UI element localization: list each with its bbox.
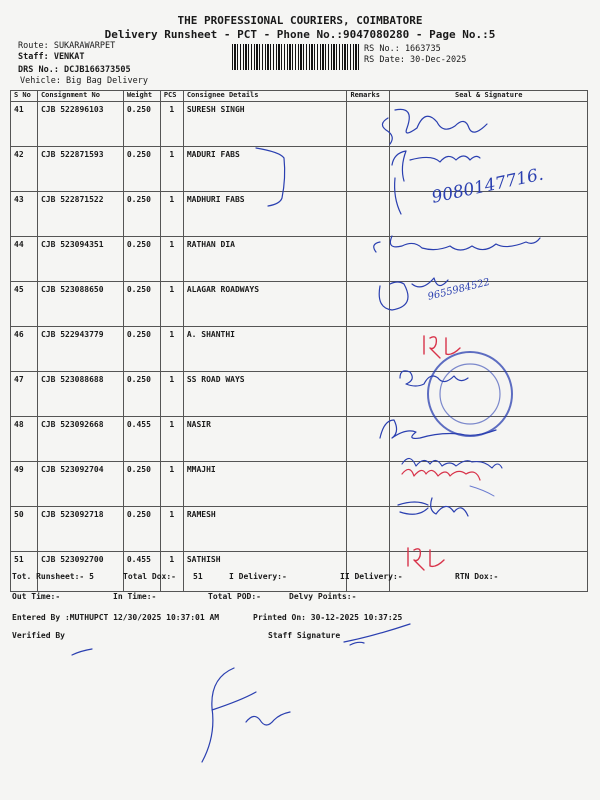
- handwritten-note-row-51: [408, 548, 409, 549]
- cell-weight: 0.250: [123, 282, 160, 327]
- large-signature: [202, 668, 290, 762]
- cell-pcs: 1: [160, 372, 183, 417]
- cell-consignee: MADHURI FABS: [183, 192, 347, 237]
- total-pod: Total POD:-: [208, 592, 261, 601]
- signature-row-49: [402, 458, 502, 468]
- company-title: THE PROFESSIONAL COURIERS, COIMBATORE: [177, 14, 423, 27]
- cell-consignment: CJB 523088688: [37, 372, 123, 417]
- printed-on: Printed On: 30-12-2025 10:37:25: [253, 613, 403, 622]
- cell-pcs: 1: [160, 552, 183, 592]
- cell-consignment: CJB 523092704: [37, 462, 123, 507]
- cell-sno: 46: [11, 327, 38, 372]
- cell-consignee: MMAJHI: [183, 462, 347, 507]
- cell-pcs: 1: [160, 327, 183, 372]
- cell-sno: 49: [11, 462, 38, 507]
- in-time: In Time:-: [113, 592, 157, 601]
- red-scribble-row-49: [402, 469, 480, 480]
- col-seal-signature: Seal & Signature: [390, 91, 588, 102]
- cell-weight: 0.250: [123, 462, 160, 507]
- signature-row-49-underline: [470, 486, 494, 496]
- handwritten-note-row-46: [422, 336, 423, 337]
- cell-consignment: CJB 522896103: [37, 102, 123, 147]
- cell-weight: 0.250: [123, 192, 160, 237]
- cell-consignment: CJB 523088650: [37, 282, 123, 327]
- col-pcs: PCS: [160, 91, 183, 102]
- cell-consignee: MADURI FABS: [183, 147, 347, 192]
- delvy-points: Delvy Points:-: [289, 592, 357, 601]
- col-sno: S No: [11, 91, 38, 102]
- cell-pcs: 1: [160, 462, 183, 507]
- cell-weight: 0.250: [123, 372, 160, 417]
- col-remarks: Remarks: [347, 91, 390, 102]
- verified-mark: [72, 649, 92, 655]
- cell-sno: 48: [11, 417, 38, 462]
- cell-weight: 0.455: [123, 552, 160, 592]
- out-time: Out Time:-: [12, 592, 61, 601]
- cell-consignment: CJB 522943779: [37, 327, 123, 372]
- verified-by: Verified By: [12, 631, 65, 640]
- total-dox-value: 51: [193, 572, 203, 581]
- signature-row-41: [382, 109, 487, 144]
- cell-consignment: CJB 523092700: [37, 552, 123, 592]
- signature-row-44: [374, 236, 540, 252]
- handwritten-phone-row-45: 9655984522: [426, 276, 492, 303]
- cell-pcs: 1: [160, 417, 183, 462]
- drs-number: DRS No.: DCJB166373505: [18, 65, 131, 75]
- rs-number: RS No.: 1663735: [364, 44, 441, 54]
- cell-pcs: 1: [160, 192, 183, 237]
- cell-pcs: 1: [160, 147, 183, 192]
- cell-consignee: RAMESH: [183, 507, 347, 552]
- route-label: Route: SUKARAWARPET: [18, 41, 116, 51]
- rl-mark-row-51: [408, 548, 444, 570]
- cell-pcs: 1: [160, 102, 183, 147]
- cell-consignee: SS ROAD WAYS: [183, 372, 347, 417]
- runsheet-subtitle: Delivery Runsheet - PCT - Phone No.:9047080280 - Page No.:5: [104, 28, 496, 41]
- cell-weight: 0.250: [123, 237, 160, 282]
- cell-pcs: 1: [160, 237, 183, 282]
- cell-weight: 0.455: [123, 417, 160, 462]
- signature-row-50: [398, 498, 468, 516]
- cell-sno: 45: [11, 282, 38, 327]
- staff-signature-label: Staff Signature: [268, 631, 341, 640]
- cell-consignment: CJB 523094351: [37, 237, 123, 282]
- ii-delivery: II Delivery:-: [340, 572, 403, 581]
- cell-weight: 0.250: [123, 147, 160, 192]
- rs-date: RS Date: 30-Dec-2025: [364, 55, 467, 65]
- i-delivery: I Delivery:-: [229, 572, 287, 581]
- cell-consignment: CJB 522871522: [37, 192, 123, 237]
- cell-weight: 0.250: [123, 102, 160, 147]
- cell-sno: 42: [11, 147, 38, 192]
- rtn-dox: RTN Dox:-: [455, 572, 499, 581]
- cell-sno: 47: [11, 372, 38, 417]
- vehicle-label: Vehicle: Big Bag Delivery: [20, 76, 148, 86]
- col-consignment: Consignment No: [37, 91, 123, 102]
- cell-sno: 43: [11, 192, 38, 237]
- total-dox-label: Total Dox:-: [123, 572, 176, 581]
- cell-pcs: 1: [160, 282, 183, 327]
- cell-sno: 44: [11, 237, 38, 282]
- bracket-rows-42-43: [256, 148, 285, 206]
- cell-sno: 50: [11, 507, 38, 552]
- tot-runsheet: Tot. Runsheet:- 5: [12, 572, 94, 581]
- cell-consignee: NASIR: [183, 417, 347, 462]
- cell-consignment: CJB 523092718: [37, 507, 123, 552]
- handwritten-phone-row-43: 9080147716.: [429, 164, 546, 208]
- entered-by: Entered By :MUTHUPCT 12/30/2025 10:37:01 AM: [12, 613, 220, 622]
- col-weight: Weight: [123, 91, 160, 102]
- cell-consignment: CJB 523092668: [37, 417, 123, 462]
- cell-pcs: 1: [160, 507, 183, 552]
- col-consignee: Consignee Details: [183, 91, 347, 102]
- cell-sno: 51: [11, 552, 38, 592]
- cell-weight: 0.250: [123, 327, 160, 372]
- cell-consignee: RATHAN DIA: [183, 237, 347, 282]
- cell-sno: 41: [11, 102, 38, 147]
- staff-signature-mark: [344, 624, 410, 645]
- cell-consignee: A. SHANTHI: [183, 327, 347, 372]
- cell-consignee: SURESH SINGH: [183, 102, 347, 147]
- staff-label: Staff: VENKAT: [18, 52, 85, 62]
- cell-consignee: ALAGAR ROADWAYS: [183, 282, 347, 327]
- cell-consignment: CJB 522871593: [37, 147, 123, 192]
- cell-weight: 0.250: [123, 507, 160, 552]
- cell-consignee: SATHISH: [183, 552, 347, 592]
- courier-stamp: [428, 352, 512, 436]
